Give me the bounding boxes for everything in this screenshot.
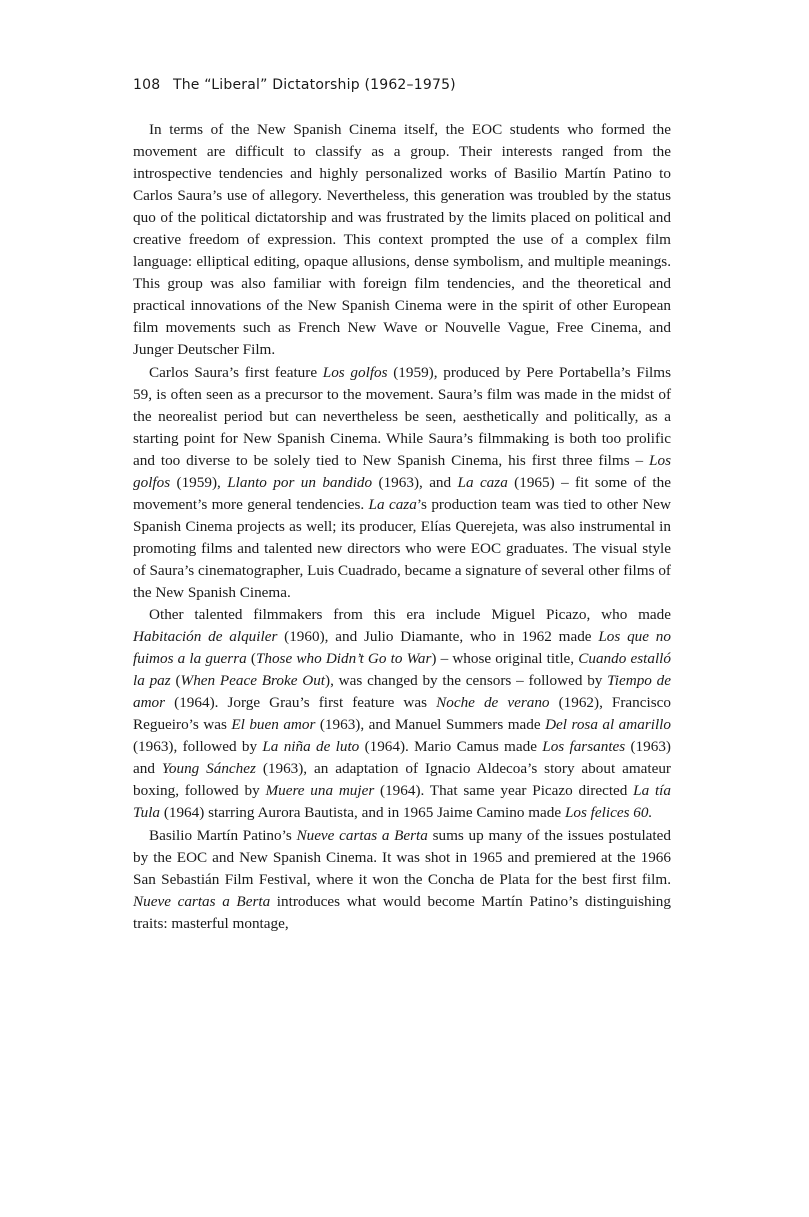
italic-title: Cuando estalló la paz	[133, 650, 671, 690]
text-run: Carlos Saura’s first feature	[149, 363, 323, 381]
text-run: (	[246, 650, 256, 668]
italic-title: Nueve cartas a Berta	[296, 826, 428, 844]
italic-title: Los golfos	[133, 451, 671, 491]
italic-title: Nueve cartas a Berta	[133, 892, 271, 910]
running-title: The “Liberal” Dictatorship (1962–1975)	[172, 77, 456, 93]
paragraph-1	[133, 119, 671, 362]
text-run: (1964). That same year Picazo directed	[374, 782, 634, 800]
text-run: introduces what would become Martín Patino’s distinguishing traits: masterful montage,	[133, 892, 671, 932]
italic-title: Habitación de alquiler	[133, 628, 278, 646]
italic-title: Those who Didn’t Go to War	[255, 650, 432, 668]
paragraph-4	[133, 825, 671, 935]
text-run: Basilio Martín Patino’s	[149, 826, 297, 844]
italic-title: Tiempo de amor	[133, 672, 672, 712]
italic-title: Los golfos	[322, 363, 388, 381]
text-run: (1963), and	[372, 473, 458, 491]
text-run: (1965) – fit some of the movement’s more general tendencies.	[133, 473, 671, 513]
text-run: (1964). Mario Camus made	[359, 738, 543, 756]
paragraph-3	[133, 604, 671, 824]
text-run: (1959), produced by Pere Portabella’s Films 59, is often seen as a precursor to the movement. Saura’s film was made in the midst of the neorealist period but can nevertheless be seen, aesthetically and politically, as a starting point for New Spanish Cinema. While Saura’s filmmaking is both too prolific and too diverse to be solely tied to New Spanish Cinema, his first three films –	[133, 363, 671, 469]
italic-title: When Peace Broke Out	[180, 672, 326, 690]
text-run: (1963), and Manuel Summers made	[315, 716, 546, 734]
text-run: In terms of the New Spanish Cinema itself, the EOC students who formed the movement are difficult to classify as a group. Their interests ranged from the introspective tendencies and highly personalized works of Basilio Martín Patino to Carlos Saura’s use of allegory. Nevertheless, this generation was troubled by the status quo of the political dictatorship and was frustrated by the limits placed on political and creative freedom of expression. This context prompted the use of a complex film language: elliptical editing, opaque allusions, dense symbolism, and multiple meanings. This group was also familiar with foreign film tendencies, and the theoretical and practical innovations of the New Spanish Cinema were in the spirit of other European film movements such as French New Wave or Nouvelle Vague, Free Cinema, and Junger Deutscher Film.	[133, 121, 671, 359]
text-run: (1963), followed by	[133, 738, 263, 756]
text-run: ’s production team was tied to other New Spanish Cinema projects as well; its producer, Elías Querejeta, was also instrumental in promoting films and talented new directors who were EOC graduates. The visual style of Saura’s cinematographer, Luis Cuadrado, became a signature of several other films of the New Spanish Cinema.	[133, 495, 671, 601]
italic-title: El buen amor	[231, 716, 316, 734]
italic-title: Young Sánchez	[161, 760, 256, 778]
text-run: Other talented filmmakers from this era include Miguel Picazo, who made	[149, 606, 671, 624]
text-run: (1964). Jorge Grau’s first feature was	[165, 694, 437, 712]
italic-title: Del rosa al amarillo	[545, 716, 671, 734]
text-run: (1959),	[170, 473, 228, 491]
italic-title: La tía Tula	[133, 782, 671, 822]
italic-title: Los farsantes	[542, 738, 626, 756]
text-run: ), was changed by the censors – followed by	[325, 672, 608, 690]
italic-title: Los que no fuimos a la guerra	[133, 628, 671, 668]
italic-title: La caza	[368, 495, 417, 513]
text-run: (	[170, 672, 181, 690]
italic-title: Llanto por un bandido	[227, 473, 373, 491]
text-run: ) – whose original title,	[431, 650, 579, 668]
text-run: (1962), Francisco Regueiro’s was	[133, 694, 671, 734]
italic-title: Los felices 60.	[564, 804, 653, 822]
text-run: (1963) and	[133, 738, 671, 778]
italic-title: Noche de verano	[436, 694, 550, 712]
running-head	[133, 77, 671, 93]
text-run: (1964) starring Aurora Bautista, and in 1965 Jaime Camino made	[160, 804, 565, 822]
text-run: (1963), an adaptation of Ignacio Aldecoa’s story about amateur boxing, followed by	[133, 760, 671, 800]
text-run: sums up many of the issues postulated by the EOC and New Spanish Cinema. It was shot in 1965 and premiered at the 1966 San Sebastián Film Festival, where it won the Concha de Plata for the best first film.	[133, 826, 671, 888]
italic-title: Muere una mujer	[265, 782, 375, 800]
text-run: (1960), and Julio Diamante, who in 1962 made	[277, 628, 599, 646]
page-number: 108	[133, 77, 161, 93]
body-text	[133, 119, 671, 935]
italic-title: La niña de luto	[262, 738, 360, 756]
italic-title: La caza	[457, 473, 508, 491]
paragraph-2	[133, 362, 671, 605]
